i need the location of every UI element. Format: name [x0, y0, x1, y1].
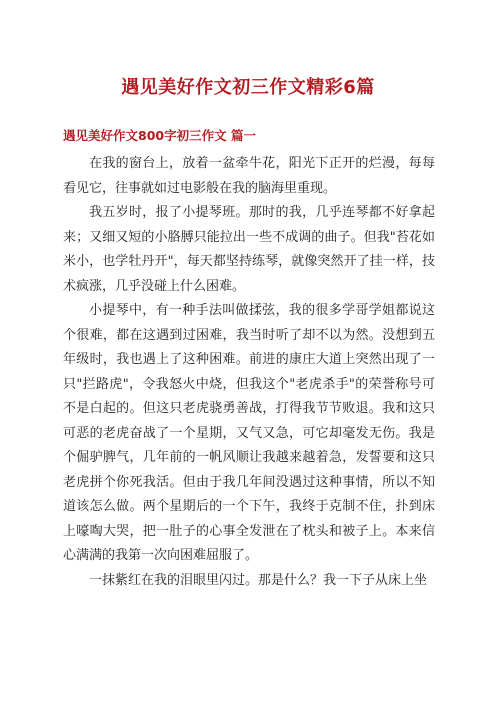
section-heading: 遇见美好作文800字初三作文 篇一 — [63, 128, 256, 143]
article-body — [63, 152, 435, 593]
paragraph: 小提琴中，有一种手法叫做揉弦，我的很多学哥学姐都说这个很难，都在这遇到过困难，我当时听了却不以为然。没想到五年级时，我也遇上了这种困难。前进的康庄大道上突然出现了一只"拦路虎"，令我怒火中烧，但我这个"老虎杀手"的荣誉称号可不是白起的。但这只老虎骁勇善战，打得我节节败退。我和这只可恶的老虎奋战了一个星期，又气又急，可它却毫发无伤。我是个倔驴脾气，几年前的一帆风顺让我越来越着急，发誓要和这只老虎拼个你死我活。但由于我几年间没遇过这种事情，所以不知道该怎么做。两个星期后的一个下午，我终于克制不住，扑到床上嚎啕大哭，把一肚子的心事全发泄在了枕头和被子上。本来信心满满的我第一次向困难屈服了。 — [63, 303, 435, 563]
paragraph: 一抹紫红在我的泪眼里闪过。那是什么？我一下子从床上坐 — [89, 572, 428, 588]
paragraph: 我五岁时，报了小提琴班。那时的我，几乎连琴都不好拿起来；又细又短的小胳膊只能拉出一些不成调的曲子。但我"苔花如米小，也学牡丹开"，每天都坚持练琴，就像突然开了挂一样，技术疯涨，几乎没碰上什么困难。 — [63, 205, 435, 294]
document-title: 遇见美好作文初三作文精彩6篇 — [121, 77, 375, 98]
paragraph: 在我的窗台上，放着一盆牵牛花，阳光下正开的烂漫，每每看见它，往事就如过电影般在我的脑海里重现。 — [63, 156, 435, 196]
